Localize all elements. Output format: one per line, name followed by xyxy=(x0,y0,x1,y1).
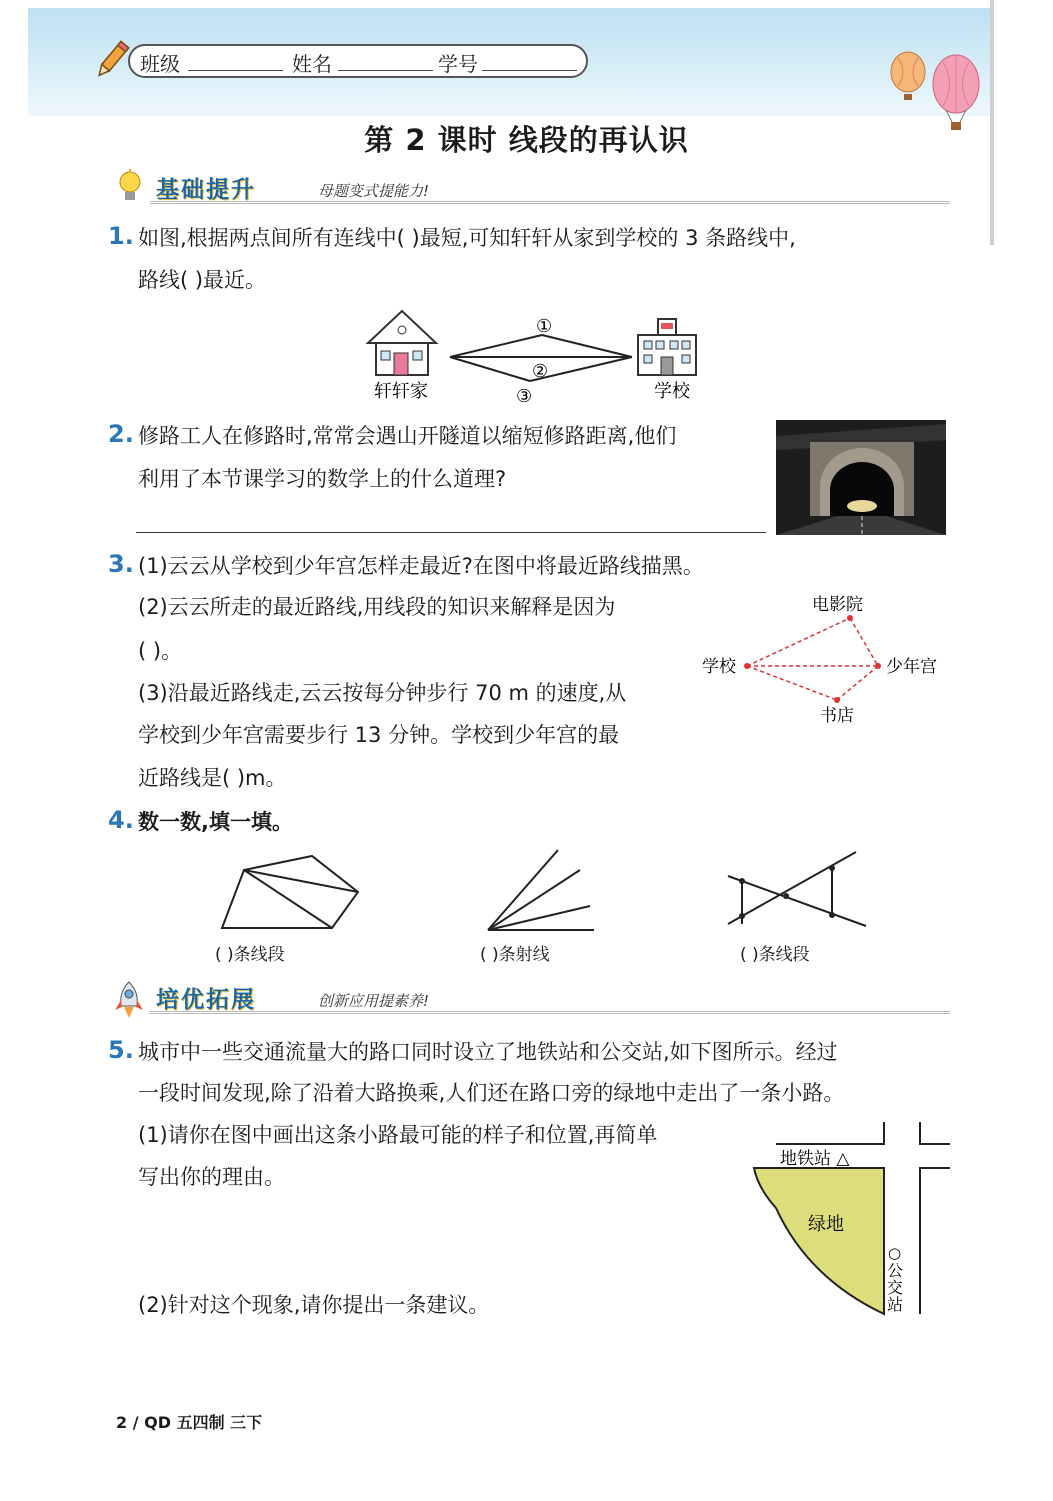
youth-palace-label: 少年宫 xyxy=(886,657,937,677)
question-5-part-2: (2)针对这个现象,请你提出一条建议。 xyxy=(138,1293,490,1317)
question-3-part-3c: 近路线是( )m。 xyxy=(138,766,287,790)
question-4-text: 数一数,填一填。 xyxy=(138,810,293,834)
question-1-line-2: 路线( )最近。 xyxy=(138,268,267,292)
question-3-part-2b: ( )。 xyxy=(138,639,183,663)
question-5-part-1b: 写出你的理由。 xyxy=(138,1165,285,1189)
route-3 xyxy=(450,357,530,381)
question-5-line-1: 城市中一些交通流量大的路口同时设立了地铁站和公交站,如下图所示。经过 xyxy=(138,1040,838,1064)
home-label: 轩轩家 xyxy=(374,381,428,402)
pentagon-figure xyxy=(210,848,370,936)
name-input-line[interactable] xyxy=(338,70,433,71)
question-number-3: 3. xyxy=(108,550,134,578)
question-2-line-1: 修路工人在修路时,常常会遇山开隧道以缩短修路距离,他们 xyxy=(138,424,677,448)
bookstore-label: 书店 xyxy=(820,706,854,726)
student-id-label: 学号 xyxy=(438,52,478,76)
section-title-advanced: 培优拓展 xyxy=(156,987,256,1013)
map-school-label: 学校 xyxy=(702,657,736,677)
figure-1-answer[interactable]: ( )条线段 xyxy=(215,945,285,965)
question-3-part-3b: 学校到少年宫需要步行 13 分钟。学校到少年宫的最 xyxy=(138,723,620,747)
tunnel-photo xyxy=(776,420,946,535)
bus-stop-label-1: 公 xyxy=(887,1261,904,1280)
section-subtitle-basic: 母题变式提能力! xyxy=(318,182,430,200)
question-2-answer-line[interactable] xyxy=(136,532,766,533)
school-palace-map[interactable] xyxy=(700,588,960,733)
map-dashed-routes xyxy=(747,618,878,700)
question-number-4: 4. xyxy=(108,806,134,834)
class-label: 班级 xyxy=(140,52,180,76)
bus-stop-label-3: 站 xyxy=(887,1295,904,1314)
question-5-line-2: 一段时间发现,除了沿着大路换乘,人们还在路口旁的绿地中走出了一条小路。 xyxy=(138,1081,845,1105)
bus-stop-marker: ○ xyxy=(888,1244,902,1262)
route-diagram xyxy=(360,305,710,407)
student-id-input-line[interactable] xyxy=(482,70,577,71)
section-divider-2 xyxy=(150,985,950,1014)
intersection-map[interactable] xyxy=(748,1118,953,1318)
question-number-2: 2. xyxy=(108,420,134,448)
figure-3-answer[interactable]: ( )条线段 xyxy=(740,945,810,965)
question-2-line-2: 利用了本节课学习的数学上的什么道理? xyxy=(138,467,507,491)
section-title-basic: 基础提升 xyxy=(156,177,256,203)
house-icon xyxy=(368,311,436,375)
subway-station-label: 地铁站 △ xyxy=(780,1149,850,1169)
question-3-part-1: (1)云云从学校到少年宫怎样走最近?在图中将最近路线描黑。 xyxy=(138,554,704,578)
question-5-part-1a: (1)请你在图中画出这条小路最可能的样子和位置,再简单 xyxy=(138,1123,658,1147)
route-2-label: ② xyxy=(532,361,549,382)
section-divider xyxy=(150,175,950,204)
page-title: 第 2 课时 线段的再认识 xyxy=(364,123,689,157)
crossing-lines-figure xyxy=(716,844,868,932)
school-label: 学校 xyxy=(654,381,690,402)
rays-figure xyxy=(478,844,600,936)
route-3-label: ③ xyxy=(516,386,533,407)
question-number-1: 1. xyxy=(108,222,134,250)
route-1 xyxy=(450,335,542,357)
question-number-5: 5. xyxy=(108,1036,134,1064)
cinema-label: 电影院 xyxy=(812,595,863,615)
student-info-bar xyxy=(128,44,588,78)
bus-stop-label-2: 交 xyxy=(887,1278,904,1297)
section-subtitle-advanced: 创新应用提素养! xyxy=(318,992,430,1010)
question-3-part-3a: (3)沿最近路线走,云云按每分钟步行 70 m 的速度,从 xyxy=(138,681,627,705)
question-1-line-1: 如图,根据两点间所有连线中( )最短,可知轩轩从家到学校的 3 条路线中, xyxy=(138,226,796,250)
green-area xyxy=(754,1168,884,1314)
question-3-part-2a: (2)云云所走的最近路线,用线段的知识来解释是因为 xyxy=(138,595,616,619)
route-1-label: ① xyxy=(536,316,553,337)
name-label: 姓名 xyxy=(292,52,332,76)
class-input-line[interactable] xyxy=(188,70,283,71)
green-area-label: 绿地 xyxy=(808,1214,844,1235)
page-footer: 2 / QD 五四制 三下 xyxy=(116,1413,263,1432)
figure-2-answer[interactable]: ( )条射线 xyxy=(480,945,550,965)
school-building-icon xyxy=(638,319,696,375)
lightbulb-icon xyxy=(112,168,148,204)
rocket-icon xyxy=(112,980,146,1020)
